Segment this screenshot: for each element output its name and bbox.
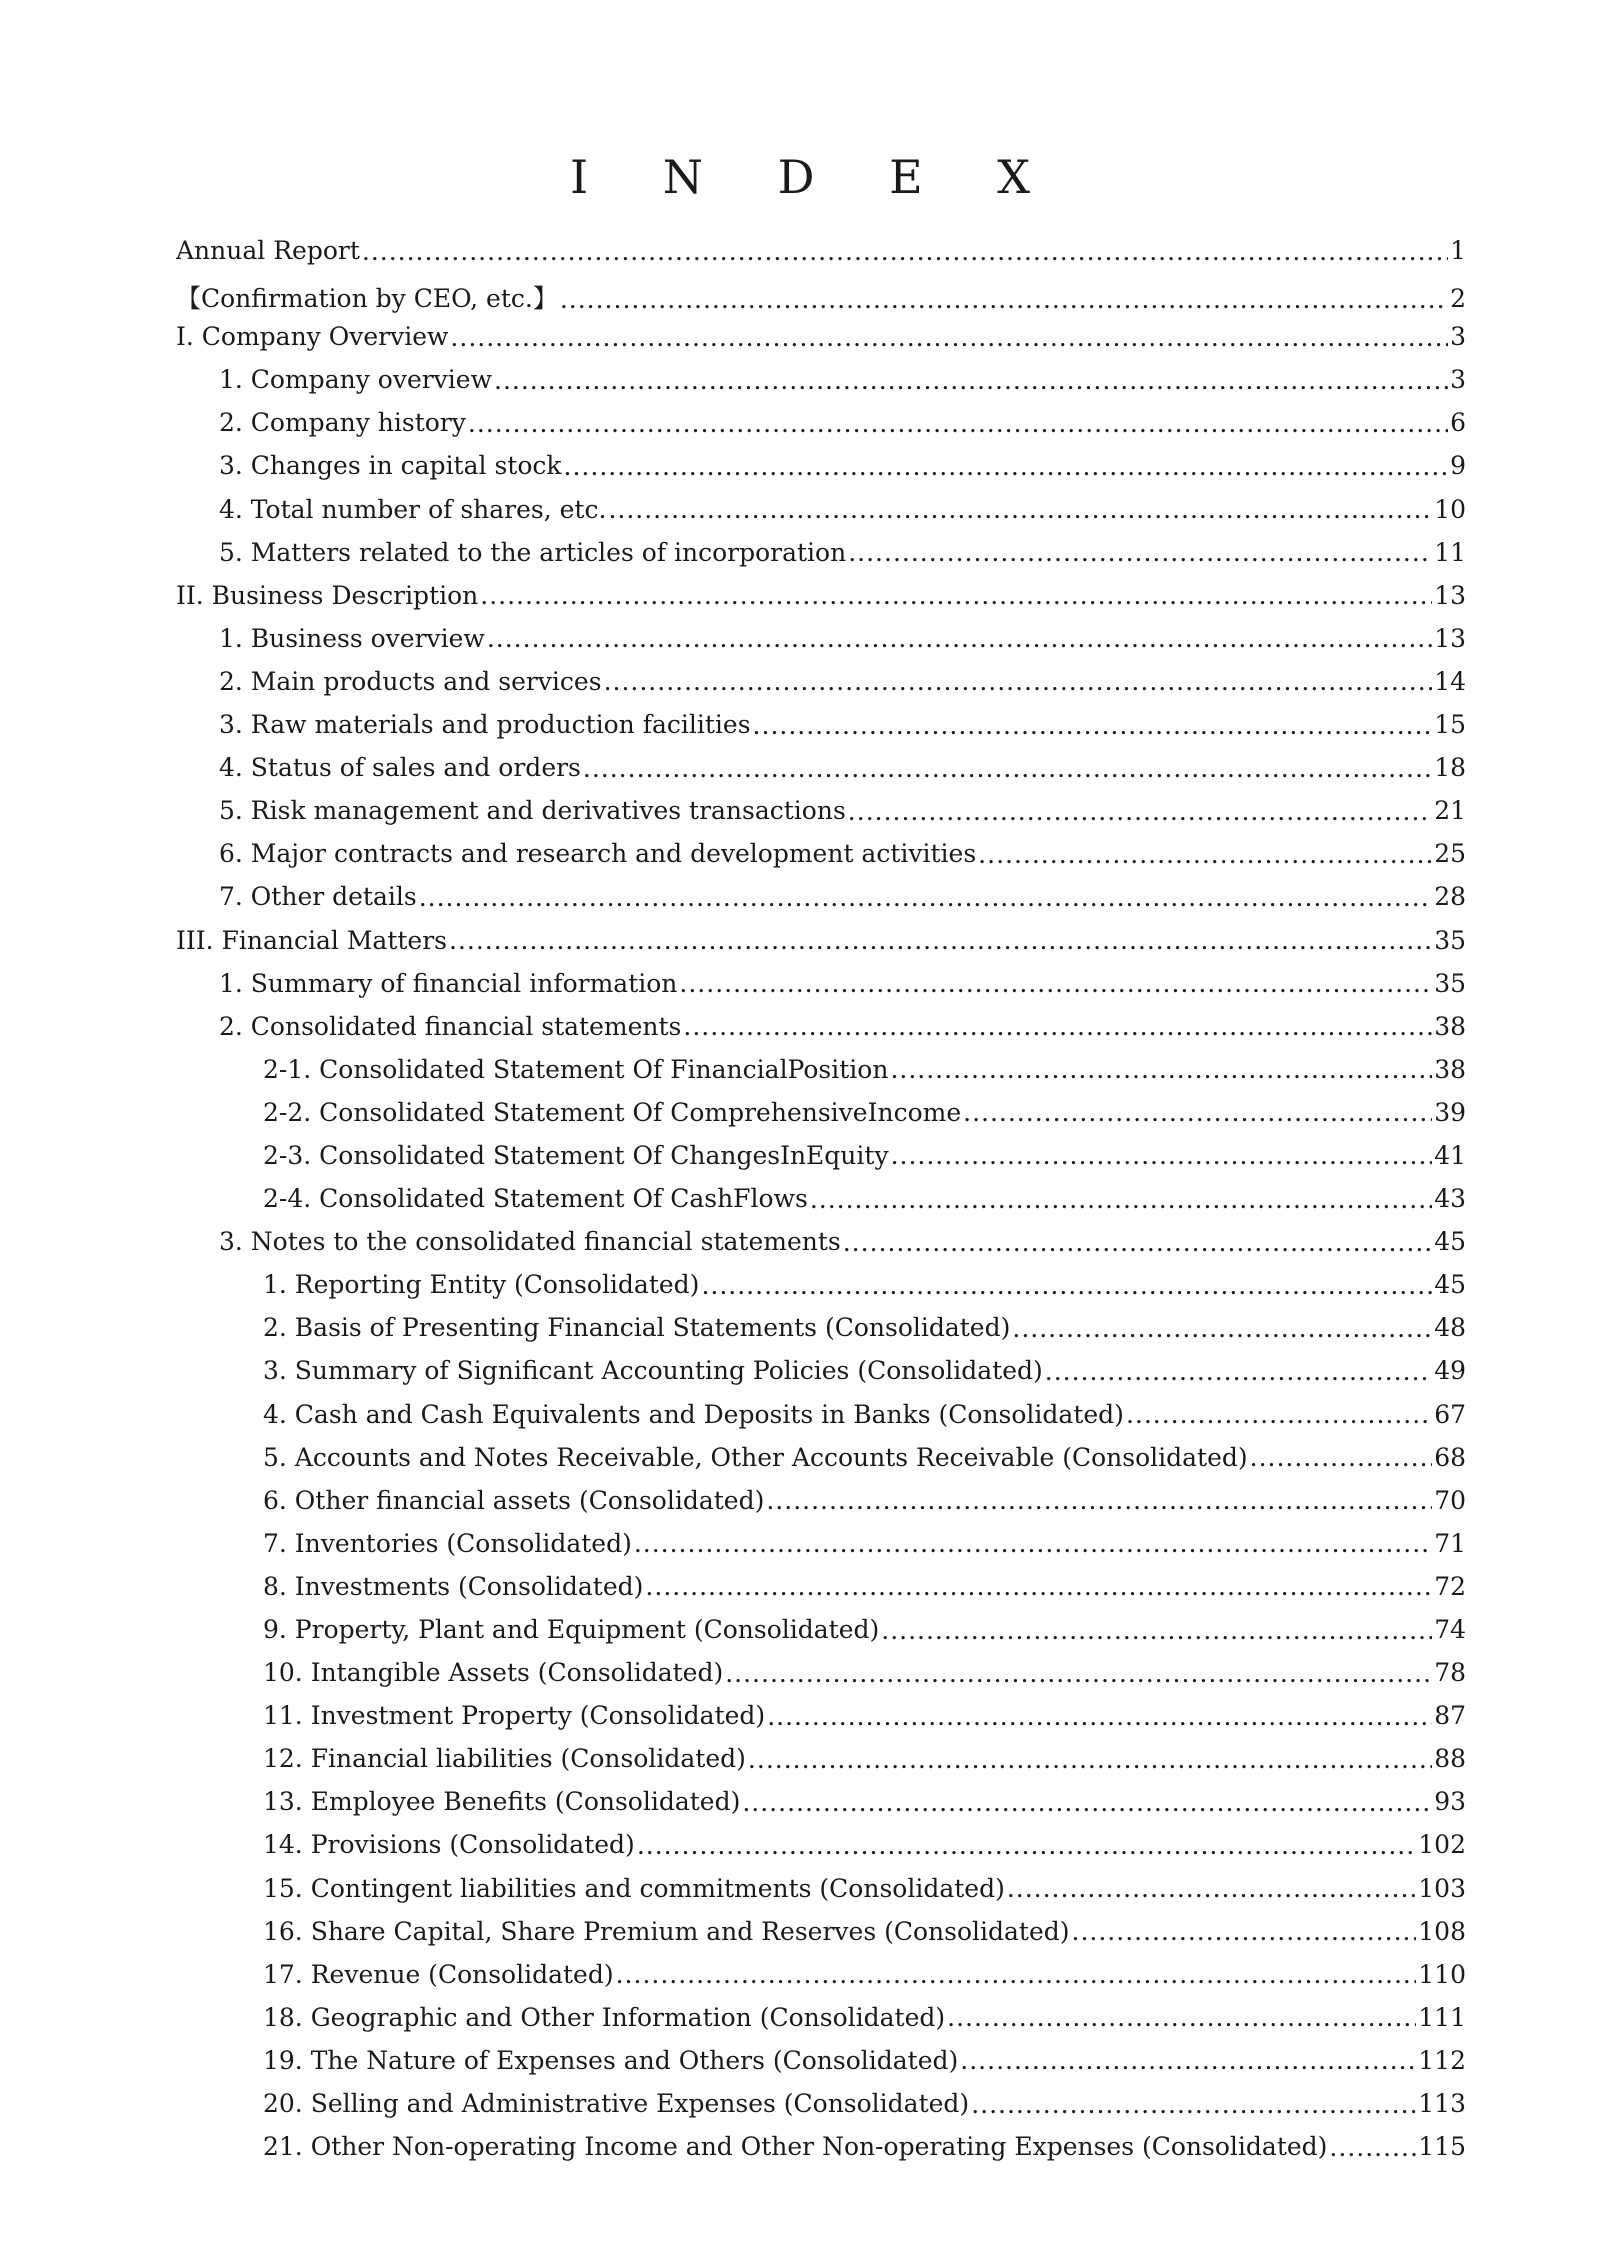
toc-entry-label: 13. Employee Benefits (Consolidated) (263, 1787, 741, 1817)
toc-entry-page-number: 41 (1434, 1140, 1466, 1170)
page-title: I N D E X (569, 150, 1061, 204)
toc-entry[interactable] (176, 1658, 1466, 1701)
toc-entry[interactable] (176, 1787, 1466, 1830)
toc-entry-label: III. Financial Matters (176, 925, 447, 955)
dot-leader (1007, 1874, 1416, 1899)
toc-entry[interactable] (176, 2003, 1466, 2046)
toc-entry-label: 4. Total number of shares, etc. (219, 494, 607, 524)
toc-entry-page-number: 38 (1434, 1011, 1466, 1041)
toc-entry[interactable] (176, 236, 1466, 279)
toc-entry[interactable] (176, 365, 1466, 408)
dot-leader (848, 797, 1432, 822)
toc-entry-page-number: 35 (1434, 925, 1466, 955)
toc-entry-label: 5. Risk management and derivatives transactions (219, 796, 846, 826)
toc-entry[interactable] (176, 2132, 1466, 2175)
toc-entry[interactable] (176, 1356, 1466, 1399)
dot-leader (480, 581, 1432, 606)
dot-leader (494, 366, 1448, 391)
toc-entry-label: 14. Provisions (Consolidated) (263, 1830, 635, 1860)
toc-entry-label: 7. Other details (219, 882, 417, 912)
toc-entry-page-number: 38 (1434, 1054, 1466, 1084)
toc-entry-label: 5. Matters related to the articles of incorporation (219, 537, 847, 567)
dot-leader (978, 840, 1432, 865)
toc-entry-page-number: 13 (1434, 580, 1466, 610)
toc-entry-page-number: 43 (1434, 1184, 1466, 1214)
toc-entry-label: 2-1. Consolidated Statement Of FinancialPosition (263, 1054, 889, 1084)
toc-entry-label: 1. Company overview (219, 365, 492, 395)
toc-entry-label: 4. Status of sales and orders (219, 753, 581, 783)
dot-leader (419, 883, 1432, 908)
toc-entry-page-number: 3 (1450, 322, 1466, 352)
table-of-contents (176, 236, 1466, 2175)
dot-leader (1045, 1357, 1432, 1382)
toc-entry-label: 3. Notes to the consolidated financial statements (219, 1227, 841, 1257)
toc-entry-label: 3. Raw materials and production facilities (219, 710, 751, 740)
dot-leader (1329, 2133, 1416, 2158)
toc-entry-label: 20. Selling and Administrative Expenses (Consolidated) (263, 2089, 970, 2119)
toc-entry[interactable] (176, 1701, 1466, 1744)
dot-leader (701, 1271, 1432, 1296)
toc-entry[interactable] (176, 1443, 1466, 1486)
dot-leader (583, 754, 1432, 779)
toc-entry-page-number: 11 (1434, 537, 1466, 567)
toc-entry[interactable] (176, 1012, 1466, 1055)
toc-entry[interactable] (176, 538, 1466, 581)
dot-leader (683, 1012, 1432, 1037)
toc-entry-page-number: 9 (1450, 451, 1466, 481)
toc-entry-label: 8. Investments (Consolidated) (263, 1571, 644, 1601)
toc-entry-page-number: 78 (1434, 1658, 1466, 1688)
toc-entry[interactable] (176, 882, 1466, 925)
toc-entry-label: 3. Summary of Significant Accounting Policies (Consolidated) (263, 1356, 1043, 1386)
toc-entry-page-number: 74 (1434, 1615, 1466, 1644)
toc-entry[interactable] (176, 2089, 1466, 2132)
toc-entry-page-number: 14 (1434, 666, 1466, 696)
toc-entry[interactable] (176, 753, 1466, 796)
toc-entry-page-number: 45 (1434, 1270, 1466, 1300)
toc-entry[interactable] (176, 581, 1466, 624)
toc-entry[interactable] (176, 1960, 1466, 2003)
toc-entry-page-number: 72 (1434, 1571, 1466, 1601)
toc-entry-label: 2-3. Consolidated Statement Of ChangesInEquity (263, 1140, 889, 1170)
toc-entry[interactable] (176, 1529, 1466, 1572)
dot-leader (960, 2046, 1416, 2071)
toc-entry[interactable] (176, 1830, 1466, 1873)
dot-leader (742, 1788, 1432, 1813)
toc-entry[interactable] (176, 710, 1466, 753)
toc-entry[interactable] (176, 2046, 1466, 2089)
toc-entry[interactable] (176, 1615, 1466, 1658)
dot-leader (810, 1185, 1432, 1210)
toc-entry[interactable] (176, 667, 1466, 710)
dot-leader (748, 1745, 1432, 1770)
toc-entry-page-number: 68 (1434, 1442, 1466, 1472)
toc-entry[interactable] (176, 1313, 1466, 1356)
toc-entry-page-number: 28 (1434, 882, 1466, 912)
toc-entry-label: 3. Changes in capital stock (219, 451, 562, 481)
toc-entry[interactable] (176, 279, 1466, 322)
toc-entry-label: 1. Summary of financial information (219, 968, 678, 998)
dot-leader (1250, 1443, 1433, 1468)
dot-leader (560, 285, 1448, 310)
dot-leader (767, 1702, 1432, 1727)
toc-entry[interactable] (176, 1227, 1466, 1270)
toc-entry[interactable] (176, 495, 1466, 538)
toc-entry[interactable] (176, 624, 1466, 667)
toc-entry[interactable] (176, 796, 1466, 839)
dot-leader (947, 2003, 1416, 2028)
toc-entry-page-number: 103 (1418, 1873, 1466, 1903)
toc-entry-page-number: 87 (1434, 1701, 1466, 1731)
toc-entry-label: 11. Investment Property (Consolidated) (263, 1701, 766, 1731)
toc-entry-page-number: 35 (1434, 968, 1466, 998)
dot-leader (608, 495, 1432, 520)
toc-entry-label: 6. Other financial assets (Consolidated) (263, 1485, 765, 1515)
toc-entry-label: Annual Report (176, 236, 360, 265)
dot-leader (881, 1616, 1432, 1641)
toc-entry-label: 1. Reporting Entity (Consolidated) (263, 1270, 700, 1300)
toc-entry-page-number: 108 (1418, 1916, 1466, 1946)
toc-entry-label: 2. Consolidated financial statements (219, 1011, 682, 1041)
toc-entry-label: 6. Major contracts and research and development activities (219, 839, 977, 869)
toc-entry-label: 1. Business overview (219, 623, 485, 653)
toc-entry-page-number: 93 (1434, 1787, 1466, 1817)
toc-entry-page-number: 45 (1434, 1227, 1466, 1257)
toc-entry-label: 10. Intangible Assets (Consolidated) (263, 1658, 724, 1688)
dot-leader (843, 1228, 1432, 1253)
toc-entry-page-number: 13 (1434, 623, 1466, 653)
toc-entry-page-number: 67 (1434, 1399, 1466, 1429)
toc-entry-page-number: 25 (1434, 839, 1466, 869)
toc-entry-page-number: 110 (1418, 1959, 1466, 1989)
toc-entry[interactable] (176, 969, 1466, 1012)
toc-entry-label: II. Business Description (176, 580, 479, 610)
toc-entry-page-number: 48 (1434, 1313, 1466, 1343)
toc-entry-page-number: 111 (1418, 2002, 1466, 2032)
toc-entry-page-number: 10 (1434, 494, 1466, 524)
toc-entry-label: 5. Accounts and Notes Receivable, Other Accounts Receivable (Consolidated) (263, 1442, 1248, 1472)
dot-leader (1072, 1917, 1417, 1942)
toc-entry-label: 19. The Nature of Expenses and Others (Consolidated) (263, 2045, 959, 2075)
toc-entry[interactable] (176, 1486, 1466, 1529)
toc-entry[interactable] (176, 451, 1466, 494)
toc-entry-page-number: 21 (1434, 796, 1466, 826)
toc-entry-label: 2. Basis of Presenting Financial Statements (Consolidated) (263, 1313, 1011, 1343)
toc-entry[interactable] (176, 926, 1466, 969)
toc-entry-page-number: 18 (1434, 753, 1466, 783)
toc-entry[interactable] (176, 1184, 1466, 1227)
dot-leader (645, 1572, 1432, 1597)
toc-entry-label: 7. Inventories (Consolidated) (263, 1528, 632, 1558)
toc-entry-label: 2. Company history (219, 408, 466, 438)
toc-entry-page-number: 2 (1450, 284, 1466, 314)
dot-leader (766, 1486, 1432, 1511)
toc-entry-label: 17. Revenue (Consolidated) (263, 1959, 614, 1989)
toc-entry-label: I. Company Overview (176, 322, 449, 352)
dot-leader (634, 1529, 1432, 1554)
toc-entry[interactable] (176, 1098, 1466, 1141)
toc-entry-page-number: 71 (1434, 1528, 1466, 1558)
toc-entry[interactable] (176, 839, 1466, 882)
dot-leader (963, 1098, 1432, 1123)
toc-entry-label: 【Confirmation by CEO, etc.】 (176, 284, 558, 314)
toc-entry-label: 2-2. Consolidated Statement Of ComprehensiveIncome (263, 1097, 962, 1127)
toc-entry-page-number: 49 (1434, 1356, 1466, 1386)
dot-leader (616, 1960, 1417, 1985)
dot-leader (449, 926, 1432, 951)
toc-entry-label: 9. Property, Plant and Equipment (Consolidated) (263, 1615, 880, 1644)
dot-leader (725, 1659, 1432, 1684)
dot-leader (971, 2090, 1416, 2115)
dot-leader (891, 1141, 1433, 1166)
toc-entry-page-number: 39 (1434, 1097, 1466, 1127)
toc-entry-page-number: 88 (1434, 1744, 1466, 1774)
toc-entry-page-number: 115 (1418, 2132, 1466, 2162)
toc-entry-label: 2. Main products and services (219, 666, 602, 696)
toc-entry-label: 18. Geographic and Other Information (Consolidated) (263, 2002, 946, 2032)
dot-leader (362, 237, 1448, 262)
toc-entry-page-number: 102 (1418, 1830, 1466, 1860)
toc-entry-page-number: 3 (1450, 365, 1466, 395)
toc-entry-page-number: 112 (1418, 2045, 1466, 2075)
dot-leader (890, 1055, 1432, 1080)
toc-entry-page-number: 1 (1450, 236, 1466, 265)
toc-entry-page-number: 70 (1434, 1485, 1466, 1515)
dot-leader (679, 969, 1432, 994)
toc-entry[interactable] (176, 322, 1466, 365)
dot-leader (487, 624, 1432, 649)
dot-leader (1012, 1314, 1432, 1339)
dot-leader (753, 711, 1433, 736)
toc-entry[interactable] (176, 408, 1466, 451)
toc-entry[interactable] (176, 1055, 1466, 1098)
toc-entry-label: 2-4. Consolidated Statement Of CashFlows (263, 1184, 808, 1214)
toc-entry[interactable] (176, 1917, 1466, 1960)
toc-entry-page-number: 6 (1450, 408, 1466, 438)
toc-entry-label: 21. Other Non-operating Income and Other Non-operating Expenses (Consolidated) (263, 2132, 1328, 2162)
toc-entry[interactable] (176, 1270, 1466, 1313)
dot-leader (1126, 1400, 1432, 1425)
dot-leader (637, 1831, 1416, 1856)
toc-entry-page-number: 113 (1418, 2089, 1466, 2119)
toc-entry[interactable] (176, 1572, 1466, 1615)
dot-leader (468, 409, 1448, 434)
toc-entry[interactable] (176, 1141, 1466, 1184)
toc-entry-label: 16. Share Capital, Share Premium and Reserves (Consolidated) (263, 1916, 1070, 1946)
dot-leader (450, 323, 1448, 348)
toc-entry-page-number: 15 (1434, 710, 1466, 740)
toc-entry[interactable] (176, 1874, 1466, 1917)
toc-entry-label: 15. Contingent liabilities and commitments (Consolidated) (263, 1873, 1005, 1903)
toc-entry[interactable] (176, 1744, 1466, 1787)
toc-entry-label: 12. Financial liabilities (Consolidated) (263, 1744, 746, 1774)
dot-leader (604, 667, 1433, 692)
toc-entry[interactable] (176, 1400, 1466, 1443)
dot-leader (564, 452, 1449, 477)
toc-entry-label: 4. Cash and Cash Equivalents and Deposits in Banks (Consolidated) (263, 1399, 1124, 1429)
dot-leader (848, 538, 1432, 563)
